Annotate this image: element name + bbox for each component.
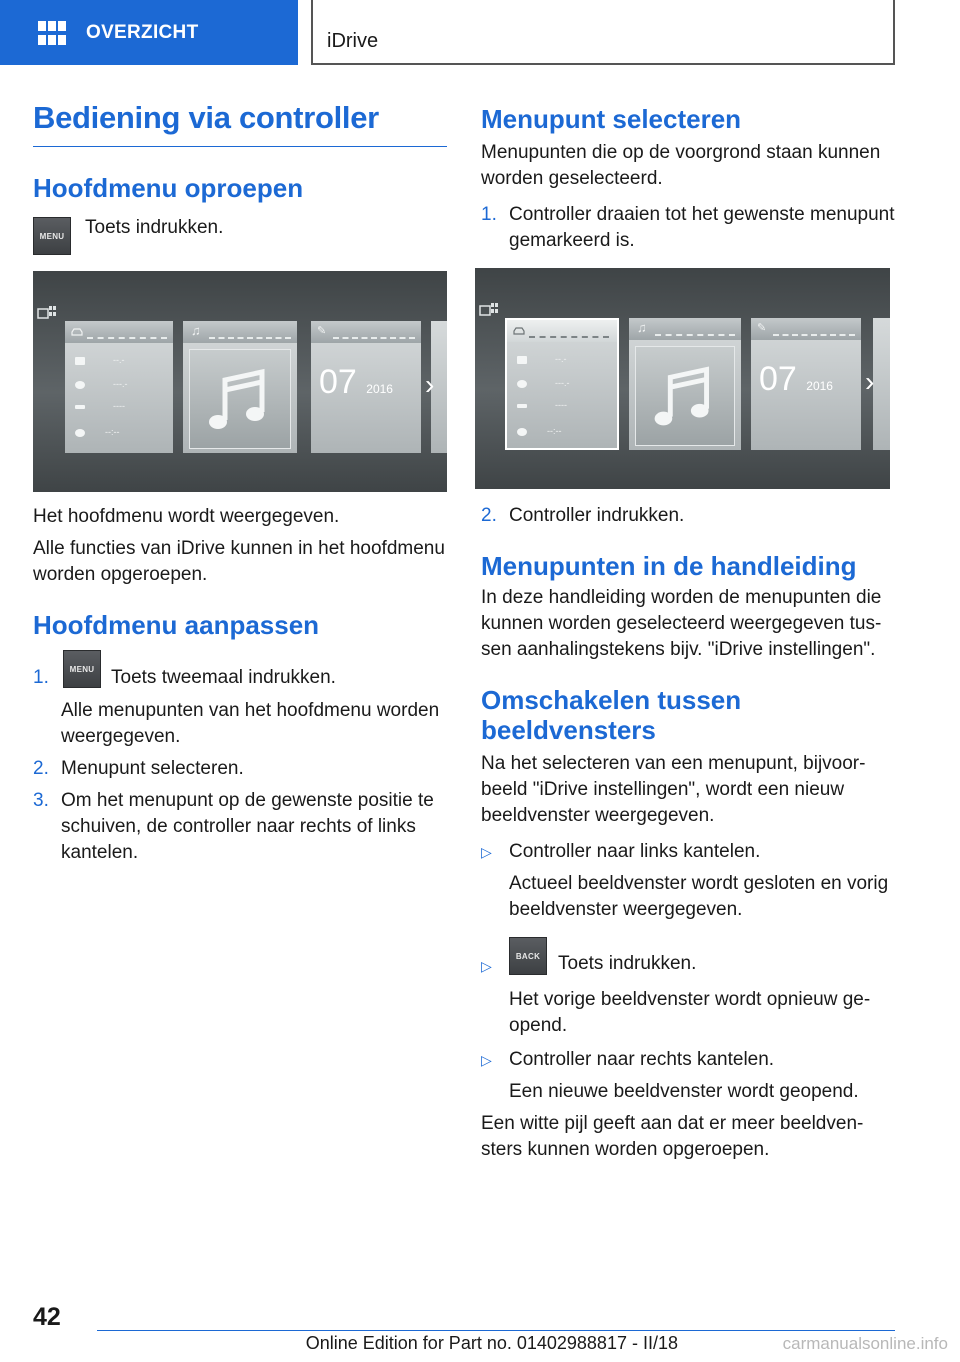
chapter-title: iDrive bbox=[327, 30, 379, 52]
range-icon bbox=[517, 404, 527, 408]
selected-menu-screen bbox=[475, 268, 890, 489]
right-column bbox=[481, 100, 895, 1163]
speed-icon bbox=[75, 381, 85, 389]
triangle-bullet-icon: ▷ bbox=[481, 958, 492, 974]
overview-tab[interactable] bbox=[0, 0, 298, 65]
fuel-icon bbox=[75, 357, 85, 365]
car-icon bbox=[71, 328, 83, 336]
main-menu-functions-text: Alle functies van iDrive kunnen in het hoofdmenu worden opgeroepen. bbox=[33, 538, 445, 585]
car-icon bbox=[513, 327, 525, 335]
heading-menupunt-selecteren: Menupunt selecteren bbox=[481, 104, 742, 134]
media-tile[interactable] bbox=[183, 321, 297, 453]
list-item: 2. Menupunt selecteren. bbox=[33, 758, 244, 779]
media-tile[interactable] bbox=[629, 318, 741, 450]
page-number: 42 bbox=[33, 1303, 61, 1331]
music-note-icon bbox=[190, 350, 290, 448]
triangle-bullet-icon: ▷ bbox=[481, 1052, 492, 1068]
customize-list bbox=[33, 650, 447, 866]
menu-step bbox=[33, 213, 447, 253]
overview-tab-label: OVERZICHT bbox=[86, 21, 199, 43]
grid-icon bbox=[38, 21, 66, 45]
heading-omschakelen-beeldvensters: Omschakelen tussen beeldvensters bbox=[481, 685, 742, 745]
list-item: 1. Controller draaien tot het gewenste menupunt gemarkeerd is. bbox=[481, 204, 895, 251]
heading-hoofdmenu-aanpassen: Hoofdmenu aanpassen bbox=[33, 610, 320, 640]
list-item: ▷ Controller naar links kantelen. Actueel beeldvenster wordt gesloten en vorig beeldvenster weergegeven. bbox=[481, 841, 889, 920]
menu-sidebar-icon bbox=[37, 305, 57, 321]
menu-step-text: Toets indrukken. bbox=[85, 217, 224, 238]
album-art bbox=[635, 346, 735, 446]
list-item: 2. Controller indrukken. bbox=[481, 505, 685, 526]
footer-rule bbox=[97, 1330, 895, 1331]
wrench-icon: ✎ bbox=[757, 322, 767, 334]
music-note-icon bbox=[636, 347, 734, 445]
back-button-icon: BACK bbox=[509, 937, 547, 975]
switch-intro-text: Na het selecteren van een menupunt, bijvoorbeeld "iDrive instellingen", wordt een nieuw beeldvenster weergegeven. bbox=[481, 753, 866, 826]
watermark-text: carmanualsonline.info bbox=[782, 1334, 948, 1353]
vehicle-info-tile[interactable]: --.- ---.- ---- --:-- bbox=[65, 321, 173, 453]
vehicle-info-tile-highlighted[interactable]: --.- ---.- ---- --:-- bbox=[505, 318, 619, 450]
clock-icon bbox=[517, 428, 527, 436]
edition-text: Online Edition for Part no. 01402988817 - II/18 bbox=[305, 1333, 678, 1353]
wrench-icon: ✎ bbox=[317, 325, 327, 337]
fuel-icon bbox=[517, 356, 527, 364]
select-intro-text: Menupunten die op de voorgrond staan kunnen worden geselecteerd. bbox=[481, 142, 881, 189]
chapter-header bbox=[311, 0, 895, 65]
main-menu-screen bbox=[33, 271, 447, 492]
list-item: 1. MENU Toets tweemaal indrukken. bbox=[33, 650, 447, 694]
range-icon bbox=[75, 405, 85, 409]
music-note-small-icon: ♫ bbox=[637, 320, 647, 335]
left-column bbox=[33, 100, 447, 866]
triangle-bullet-icon: ▷ bbox=[481, 844, 492, 860]
white-arrow-text: Een witte pijl geeft aan dat er meer beeldvensters kunnen worden opgeroepen. bbox=[481, 1113, 864, 1160]
menu-sidebar-icon bbox=[479, 302, 499, 318]
heading-hoofdmenu-oproepen: Hoofdmenu oproepen bbox=[33, 173, 304, 203]
date-tile[interactable] bbox=[751, 318, 861, 450]
speed-icon bbox=[517, 380, 527, 388]
next-arrow-icon: › bbox=[425, 369, 435, 400]
title-rule bbox=[33, 146, 447, 147]
list-item: ▷ BACK Toets indrukken. Het vorige beeldvenster wordt opnieuw geopend. bbox=[481, 937, 895, 1039]
heading-menupunten-handleiding: Menupunten in de handleiding bbox=[481, 551, 857, 581]
music-note-small-icon: ♫ bbox=[191, 323, 201, 338]
list-item: ▷ Controller naar rechts kantelen. Een nieuwe beeldvenster wordt geopend. bbox=[481, 1049, 859, 1102]
menu-button-icon: MENU bbox=[33, 217, 71, 255]
list-item: 3. Om het menupunt op de gewenste positie te schuiven, de controller naar rechts of links kantelen. bbox=[33, 790, 434, 863]
page-title: Bediening via controller bbox=[33, 100, 379, 135]
list-item-sub: Alle menupunten van het hoofdmenu worden weergegeven. bbox=[61, 700, 440, 747]
main-menu-shown-text: Het hoofdmenu wordt weergegeven. bbox=[33, 506, 340, 527]
next-tile[interactable] bbox=[873, 318, 890, 450]
manual-menu-text: In deze handleiding worden de menupunten die kunnen worden geselecteerd weergegeven tussen aanhalingstekens bijv. "iDrive instellingen". bbox=[481, 587, 882, 660]
date-display: 07 2016 bbox=[319, 363, 393, 401]
album-art bbox=[189, 349, 291, 449]
clock-icon bbox=[75, 429, 85, 437]
next-arrow-icon: › bbox=[865, 366, 875, 397]
date-display: 07 2016 bbox=[759, 360, 833, 398]
date-tile[interactable] bbox=[311, 321, 421, 453]
menu-button-icon: MENU bbox=[63, 650, 101, 688]
